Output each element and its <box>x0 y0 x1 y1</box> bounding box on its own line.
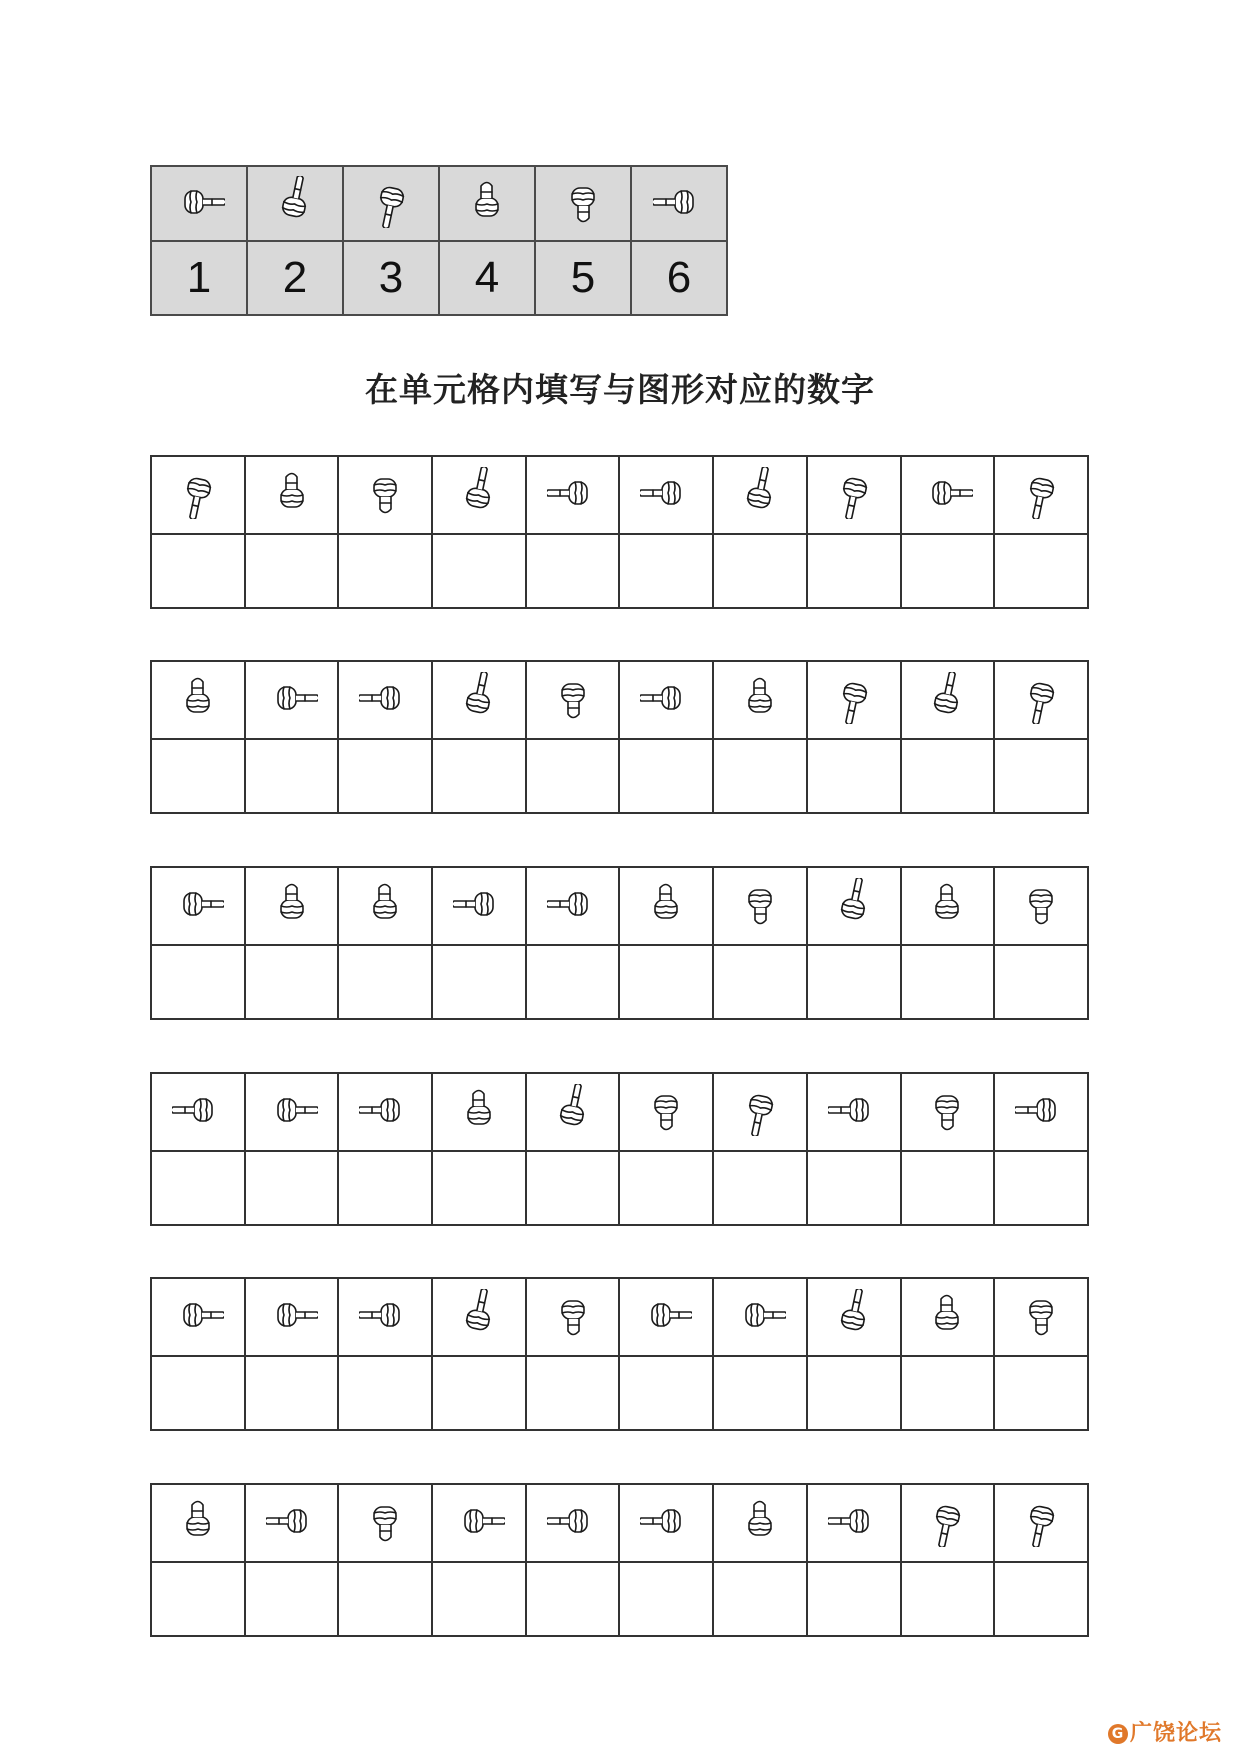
exercise-grid-2 <box>150 660 1089 814</box>
key-symbol-cell <box>247 166 343 241</box>
pointing-up-icon <box>734 467 786 519</box>
pointing-right-icon <box>921 467 973 519</box>
symbol-cell <box>901 661 995 739</box>
key-symbol-cell <box>631 166 727 241</box>
symbol-cell <box>901 1073 995 1151</box>
pointing-left-icon <box>266 1495 318 1547</box>
key-table <box>150 165 728 316</box>
key-symbol-row <box>151 166 727 241</box>
thumb-down-icon <box>734 878 786 930</box>
answer-row <box>151 945 1088 1019</box>
symbol-cell <box>619 1073 713 1151</box>
pointing-up-icon <box>828 1289 880 1341</box>
answer-cell[interactable] <box>526 534 620 608</box>
thumb-up-icon <box>266 878 318 930</box>
thumb-down-icon <box>1015 1289 1067 1341</box>
pointing-up-icon <box>547 1084 599 1136</box>
symbol-cell <box>432 456 526 534</box>
thumb-down-icon <box>359 1495 411 1547</box>
answer-cell[interactable] <box>619 739 713 813</box>
answer-cell[interactable] <box>151 1356 245 1430</box>
watermark-badge: G <box>1108 1724 1128 1744</box>
pointing-up-icon <box>453 467 505 519</box>
pointing-left-icon <box>1015 1084 1067 1136</box>
pointing-down-icon <box>1015 672 1067 724</box>
symbol-cell <box>245 1278 339 1356</box>
answer-cell[interactable] <box>151 1562 245 1636</box>
pointing-left-icon <box>359 1289 411 1341</box>
exercise-grid-1 <box>150 455 1089 609</box>
answer-cell[interactable] <box>713 534 807 608</box>
answer-cell[interactable] <box>713 1562 807 1636</box>
thumb-down-icon <box>547 672 599 724</box>
pointing-left-icon <box>359 672 411 724</box>
answer-cell[interactable] <box>338 1151 432 1225</box>
key-symbol-cell <box>535 166 631 241</box>
answer-cell[interactable] <box>432 1151 526 1225</box>
symbol-cell <box>713 1278 807 1356</box>
pointing-down-icon <box>828 467 880 519</box>
answer-cell[interactable] <box>901 1562 995 1636</box>
pointing-down-icon <box>172 467 224 519</box>
pointing-left-icon <box>547 467 599 519</box>
pointing-left-icon <box>172 1084 224 1136</box>
symbol-cell <box>807 867 901 945</box>
thumb-down-icon <box>547 672 599 724</box>
pointing-up-icon <box>921 672 973 724</box>
pointing-up-icon <box>453 672 505 724</box>
exercise-grid-3 <box>150 866 1089 1020</box>
pointing-up-icon <box>828 878 880 930</box>
answer-cell[interactable] <box>619 1562 713 1636</box>
pointing-left-icon <box>266 1495 318 1547</box>
symbol-cell <box>901 867 995 945</box>
key-number: 1 <box>151 241 247 315</box>
pointing-left-icon <box>653 176 705 228</box>
pointing-right-icon <box>640 1289 692 1341</box>
pointing-left-icon <box>640 1495 692 1547</box>
answer-cell[interactable] <box>245 534 339 608</box>
answer-cell[interactable] <box>901 534 995 608</box>
pointing-left-icon <box>359 1289 411 1341</box>
pointing-left-icon <box>828 1084 880 1136</box>
symbol-cell <box>151 661 245 739</box>
pointing-left-icon <box>359 1084 411 1136</box>
symbol-cell <box>526 867 620 945</box>
symbol-cell <box>432 1484 526 1562</box>
thumb-up-icon <box>359 878 411 930</box>
pointing-down-icon <box>734 1084 786 1136</box>
thumb-down-icon <box>640 1084 692 1136</box>
symbol-row <box>151 867 1088 945</box>
symbol-cell <box>245 661 339 739</box>
symbol-cell <box>526 1073 620 1151</box>
symbol-cell <box>807 1073 901 1151</box>
symbol-cell <box>901 1278 995 1356</box>
answer-cell[interactable] <box>619 945 713 1019</box>
symbol-cell <box>807 1278 901 1356</box>
symbol-cell <box>994 661 1088 739</box>
symbol-cell <box>994 456 1088 534</box>
pointing-up-icon <box>828 1289 880 1341</box>
pointing-right-icon <box>921 467 973 519</box>
pointing-right-icon <box>734 1289 786 1341</box>
symbol-row <box>151 1484 1088 1562</box>
thumb-up-icon <box>640 878 692 930</box>
pointing-left-icon <box>547 1495 599 1547</box>
symbol-cell <box>713 1073 807 1151</box>
thumb-up-icon <box>172 1495 224 1547</box>
answer-cell[interactable] <box>807 739 901 813</box>
answer-cell[interactable] <box>994 739 1088 813</box>
answer-cell[interactable] <box>713 1356 807 1430</box>
pointing-right-icon <box>266 1084 318 1136</box>
instruction-title: 在单元格内填写与图形对应的数字 <box>365 370 875 409</box>
pointing-up-icon <box>453 1289 505 1341</box>
thumb-up-icon <box>453 1084 505 1136</box>
pointing-down-icon <box>365 176 417 228</box>
answer-cell[interactable] <box>994 534 1088 608</box>
answer-cell[interactable] <box>994 1151 1088 1225</box>
thumb-up-icon <box>734 1495 786 1547</box>
pointing-left-icon <box>828 1084 880 1136</box>
thumb-up-icon <box>266 878 318 930</box>
thumb-up-icon <box>640 878 692 930</box>
pointing-right-icon <box>640 1289 692 1341</box>
symbol-cell <box>245 1073 339 1151</box>
answer-cell[interactable] <box>807 1151 901 1225</box>
answer-cell[interactable] <box>901 1356 995 1430</box>
pointing-right-icon <box>734 1289 786 1341</box>
pointing-down-icon <box>1015 1495 1067 1547</box>
symbol-cell <box>619 1484 713 1562</box>
thumb-up-icon <box>172 672 224 724</box>
pointing-left-icon <box>359 1084 411 1136</box>
thumb-down-icon <box>359 467 411 519</box>
symbol-cell <box>526 1484 620 1562</box>
symbol-cell <box>338 661 432 739</box>
thumb-down-icon <box>921 1084 973 1136</box>
answer-cell[interactable] <box>994 1562 1088 1636</box>
thumb-up-icon <box>172 672 224 724</box>
symbol-cell <box>807 1484 901 1562</box>
answer-row <box>151 1562 1088 1636</box>
pointing-right-icon <box>266 672 318 724</box>
thumb-down-icon <box>547 1289 599 1341</box>
thumb-up-icon <box>734 1495 786 1547</box>
answer-cell[interactable] <box>619 534 713 608</box>
thumb-up-icon <box>921 1289 973 1341</box>
pointing-up-icon <box>453 1289 505 1341</box>
pointing-left-icon <box>547 1495 599 1547</box>
pointing-left-icon <box>828 1495 880 1547</box>
symbol-cell <box>901 1484 995 1562</box>
pointing-left-icon <box>547 467 599 519</box>
answer-cell[interactable] <box>526 1151 620 1225</box>
answer-cell[interactable] <box>901 739 995 813</box>
symbol-cell <box>432 867 526 945</box>
thumb-down-icon <box>734 878 786 930</box>
answer-cell[interactable] <box>526 945 620 1019</box>
key-number: 2 <box>247 241 343 315</box>
symbol-cell <box>432 1278 526 1356</box>
answer-cell[interactable] <box>713 1151 807 1225</box>
answer-cell[interactable] <box>245 945 339 1019</box>
answer-cell[interactable] <box>807 1356 901 1430</box>
pointing-up-icon <box>453 467 505 519</box>
answer-cell[interactable] <box>807 534 901 608</box>
answer-cell[interactable] <box>338 1356 432 1430</box>
symbol-cell <box>338 456 432 534</box>
pointing-down-icon <box>1015 1495 1067 1547</box>
thumb-up-icon <box>461 176 513 228</box>
answer-cell[interactable] <box>432 534 526 608</box>
answer-cell[interactable] <box>526 1356 620 1430</box>
symbol-cell <box>713 867 807 945</box>
pointing-right-icon <box>266 1084 318 1136</box>
pointing-right-icon <box>173 176 225 228</box>
pointing-right-icon <box>172 1289 224 1341</box>
symbol-cell <box>526 661 620 739</box>
key-symbol-cell <box>151 166 247 241</box>
pointing-right-icon <box>453 1495 505 1547</box>
answer-cell[interactable] <box>245 739 339 813</box>
watermark-text: 广饶论坛 <box>1130 1721 1223 1746</box>
symbol-cell <box>245 1484 339 1562</box>
thumb-down-icon <box>1015 878 1067 930</box>
key-number: 5 <box>535 241 631 315</box>
symbol-cell <box>245 867 339 945</box>
answer-cell[interactable] <box>432 739 526 813</box>
pointing-right-icon <box>266 672 318 724</box>
symbol-cell <box>151 456 245 534</box>
answer-row <box>151 534 1088 608</box>
pointing-down-icon <box>172 467 224 519</box>
symbol-cell <box>807 456 901 534</box>
answer-cell[interactable] <box>338 945 432 1019</box>
pointing-right-icon <box>172 878 224 930</box>
answer-cell[interactable] <box>619 1151 713 1225</box>
symbol-cell <box>432 661 526 739</box>
pointing-left-icon <box>828 1495 880 1547</box>
answer-cell[interactable] <box>338 534 432 608</box>
thumb-up-icon <box>734 672 786 724</box>
answer-cell[interactable] <box>432 945 526 1019</box>
symbol-cell <box>713 456 807 534</box>
pointing-left-icon <box>640 672 692 724</box>
pointing-right-icon <box>172 878 224 930</box>
thumb-down-icon <box>359 1495 411 1547</box>
answer-cell[interactable] <box>432 1562 526 1636</box>
pointing-left-icon <box>453 878 505 930</box>
symbol-row <box>151 1278 1088 1356</box>
answer-cell[interactable] <box>994 945 1088 1019</box>
thumb-down-icon <box>557 176 609 228</box>
symbol-row <box>151 661 1088 739</box>
symbol-cell <box>432 1073 526 1151</box>
answer-cell[interactable] <box>151 739 245 813</box>
key-number: 4 <box>439 241 535 315</box>
answer-cell[interactable] <box>526 739 620 813</box>
pointing-right-icon <box>172 1289 224 1341</box>
pointing-down-icon <box>828 672 880 724</box>
symbol-cell <box>619 456 713 534</box>
pointing-down-icon <box>365 176 417 228</box>
key-number-row <box>151 241 727 315</box>
pointing-down-icon <box>921 1495 973 1547</box>
symbol-cell <box>994 1484 1088 1562</box>
pointing-left-icon <box>653 176 705 228</box>
answer-cell[interactable] <box>526 1562 620 1636</box>
pointing-up-icon <box>453 672 505 724</box>
symbol-cell <box>338 867 432 945</box>
pointing-left-icon <box>547 878 599 930</box>
symbol-row <box>151 1073 1088 1151</box>
thumb-up-icon <box>461 176 513 228</box>
answer-cell[interactable] <box>807 945 901 1019</box>
pointing-up-icon <box>547 1084 599 1136</box>
answer-cell[interactable] <box>245 1151 339 1225</box>
symbol-cell <box>713 661 807 739</box>
symbol-cell <box>619 867 713 945</box>
pointing-left-icon <box>640 672 692 724</box>
answer-cell[interactable] <box>245 1356 339 1430</box>
pointing-left-icon <box>640 1495 692 1547</box>
pointing-left-icon <box>453 878 505 930</box>
answer-cell[interactable] <box>619 1356 713 1430</box>
answer-cell[interactable] <box>151 945 245 1019</box>
pointing-up-icon <box>828 878 880 930</box>
pointing-up-icon <box>269 176 321 228</box>
exercise-grid-4 <box>150 1072 1089 1226</box>
symbol-cell <box>994 1278 1088 1356</box>
symbol-cell <box>338 1484 432 1562</box>
thumb-up-icon <box>172 1495 224 1547</box>
symbol-cell <box>901 456 995 534</box>
symbol-cell <box>245 456 339 534</box>
thumb-up-icon <box>266 467 318 519</box>
pointing-left-icon <box>359 672 411 724</box>
pointing-left-icon <box>640 467 692 519</box>
thumb-down-icon <box>359 467 411 519</box>
symbol-cell <box>151 867 245 945</box>
pointing-down-icon <box>1015 467 1067 519</box>
thumb-up-icon <box>734 672 786 724</box>
answer-cell[interactable] <box>713 945 807 1019</box>
pointing-right-icon <box>453 1495 505 1547</box>
thumb-down-icon <box>921 1084 973 1136</box>
symbol-cell <box>619 661 713 739</box>
pointing-down-icon <box>921 1495 973 1547</box>
symbol-cell <box>807 661 901 739</box>
answer-cell[interactable] <box>338 1562 432 1636</box>
answer-cell[interactable] <box>901 1151 995 1225</box>
pointing-left-icon <box>640 467 692 519</box>
answer-row <box>151 739 1088 813</box>
pointing-left-icon <box>1015 1084 1067 1136</box>
answer-cell[interactable] <box>994 1356 1088 1430</box>
answer-cell[interactable] <box>432 1356 526 1430</box>
answer-row <box>151 1151 1088 1225</box>
thumb-down-icon <box>557 176 609 228</box>
pointing-down-icon <box>828 467 880 519</box>
answer-cell[interactable] <box>245 1562 339 1636</box>
pointing-up-icon <box>921 672 973 724</box>
symbol-row <box>151 456 1088 534</box>
thumb-down-icon <box>640 1084 692 1136</box>
symbol-cell <box>994 1073 1088 1151</box>
answer-row <box>151 1356 1088 1430</box>
thumb-up-icon <box>921 1289 973 1341</box>
symbol-cell <box>151 1073 245 1151</box>
pointing-up-icon <box>734 467 786 519</box>
symbol-cell <box>338 1073 432 1151</box>
answer-cell[interactable] <box>151 534 245 608</box>
answer-cell[interactable] <box>713 739 807 813</box>
thumb-up-icon <box>921 878 973 930</box>
symbol-cell <box>338 1278 432 1356</box>
pointing-left-icon <box>547 878 599 930</box>
pointing-down-icon <box>734 1084 786 1136</box>
thumb-down-icon <box>547 1289 599 1341</box>
pointing-down-icon <box>828 672 880 724</box>
answer-cell[interactable] <box>807 1562 901 1636</box>
key-number: 3 <box>343 241 439 315</box>
pointing-right-icon <box>266 1289 318 1341</box>
thumb-up-icon <box>266 467 318 519</box>
thumb-up-icon <box>453 1084 505 1136</box>
symbol-cell <box>526 456 620 534</box>
answer-cell[interactable] <box>151 1151 245 1225</box>
thumb-down-icon <box>1015 1289 1067 1341</box>
symbol-cell <box>619 1278 713 1356</box>
symbol-cell <box>713 1484 807 1562</box>
pointing-left-icon <box>172 1084 224 1136</box>
thumb-down-icon <box>1015 878 1067 930</box>
key-symbol-cell <box>439 166 535 241</box>
symbol-cell <box>526 1278 620 1356</box>
symbol-cell <box>994 867 1088 945</box>
answer-cell[interactable] <box>338 739 432 813</box>
pointing-up-icon <box>269 176 321 228</box>
exercise-grid-5 <box>150 1277 1089 1431</box>
exercise-grid-6 <box>150 1483 1089 1637</box>
thumb-up-icon <box>921 878 973 930</box>
pointing-right-icon <box>173 176 225 228</box>
pointing-right-icon <box>266 1289 318 1341</box>
pointing-down-icon <box>1015 672 1067 724</box>
pointing-down-icon <box>1015 467 1067 519</box>
key-symbol-cell <box>343 166 439 241</box>
watermark-logo <box>1108 1716 1222 1747</box>
answer-cell[interactable] <box>901 945 995 1019</box>
thumb-up-icon <box>359 878 411 930</box>
symbol-cell <box>151 1484 245 1562</box>
symbol-cell <box>151 1278 245 1356</box>
key-number: 6 <box>631 241 727 315</box>
